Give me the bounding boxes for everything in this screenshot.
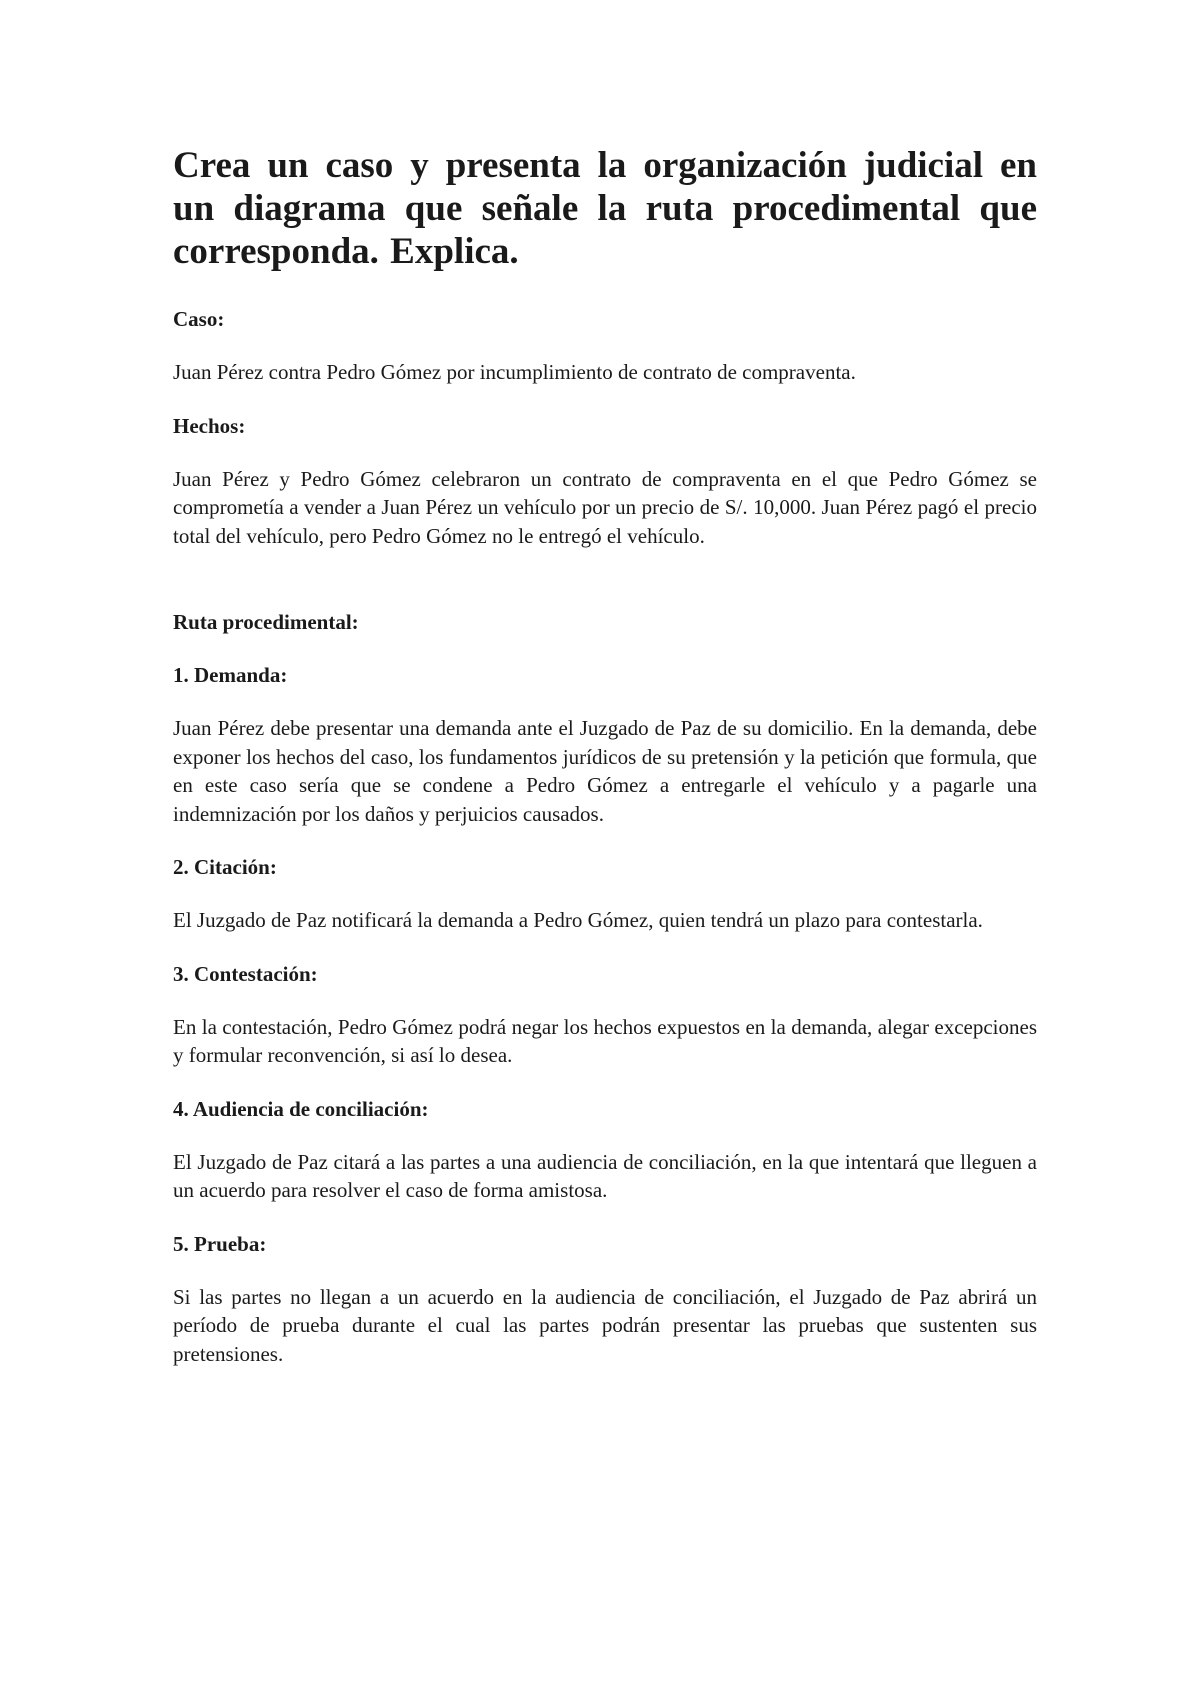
step-heading: 2. Citación: [173, 855, 277, 879]
step-prueba [173, 1230, 1037, 1369]
step-text: Juan Pérez debe presentar una demanda ante el Juzgado de Paz de su domicilio. En la demanda, debe exponer los hechos del caso, los fundamentos jurídicos de su pretensión y la petición que formula, que en este caso sería que se condene a Pedro Gómez a entregarle el vehículo y a pagarle una indemnización por los daños y perjuicios causados. [173, 716, 1037, 826]
step-text: El Juzgado de Paz citará a las partes a una audiencia de conciliación, en la que intentará que lleguen a un acuerdo para resolver el caso de forma amistosa. [173, 1149, 1037, 1202]
document-title: Crea un caso y presenta la organización judicial en un diagrama que señale la ruta procedimental que corresponda. Explica. [173, 145, 1037, 272]
ruta-section [173, 608, 1037, 1368]
step-demanda [173, 661, 1037, 828]
hechos-section [173, 412, 1037, 551]
document-page [173, 144, 1037, 1393]
caso-text: Juan Pérez contra Pedro Gómez por incumplimiento de contrato de compraventa. [173, 360, 856, 384]
caso-heading: Caso: [173, 307, 225, 331]
step-citacion [173, 853, 1037, 935]
step-text: Si las partes no llegan a un acuerdo en la audiencia de conciliación, el Juzgado de Paz abrirá un período de prueba durante el cual las partes podrán presentar las pruebas que sustenten sus pretensiones. [173, 1284, 1037, 1366]
caso-section [173, 305, 1037, 387]
step-contestacion [173, 960, 1037, 1070]
hechos-text: Juan Pérez y Pedro Gómez celebraron un contrato de compraventa en el que Pedro Gómez se comprometía a vender a Juan Pérez un vehículo por un precio de S/. 10,000. Juan Pérez pagó el precio total del vehículo, pero Pedro Gómez no le entregó el vehículo. [173, 466, 1037, 548]
ruta-heading: Ruta procedimental: [173, 610, 359, 634]
step-heading: 4. Audiencia de conciliación: [173, 1096, 429, 1121]
step-heading: 1. Demanda: [173, 663, 288, 687]
step-heading: 5. Prueba: [173, 1231, 267, 1256]
step-audiencia [173, 1095, 1037, 1205]
step-heading: 3. Contestación: [173, 961, 318, 986]
hechos-heading: Hechos: [173, 413, 246, 438]
step-text: En la contestación, Pedro Gómez podrá negar los hechos expuestos en la demanda, alegar excepciones y formular reconvención, si así lo desea. [173, 1014, 1037, 1067]
step-text: El Juzgado de Paz notificará la demanda a Pedro Gómez, quien tendrá un plazo para contestarla. [173, 908, 983, 932]
